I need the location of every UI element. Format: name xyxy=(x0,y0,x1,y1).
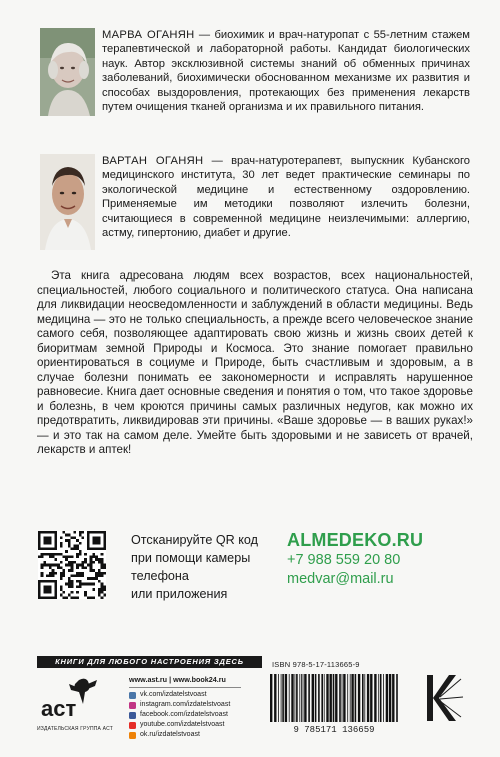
website-link[interactable]: ALMEDEKO.RU xyxy=(287,530,424,550)
qr-instruction-line: или приложения xyxy=(131,587,228,601)
social-link-ok[interactable] xyxy=(129,730,279,740)
qr-instruction-line: телефона xyxy=(131,569,189,583)
author-bio-text: — биохимик и врач-натуропат с 55-летним стажем терапевтической и лабораторной работы. Кандидат биологических наук. Автор эксклюзивной системы знаний об обменных причинах заболеваний, биохимически обоснованном механизме их развития и способах выздоровления, протекающих без применения лекарств путем очищения тканей организма и их правильного питания. xyxy=(102,29,470,114)
isbn: ISBN 978-5-17-113665-9 xyxy=(272,660,360,669)
phone-number[interactable]: +7 988 559 20 80 xyxy=(287,552,401,568)
social-link-text: ok.ru/izdatelstvoast xyxy=(140,731,200,738)
ast-logo-icon xyxy=(39,674,103,722)
social-link-text: vk.com/izdatelstvoast xyxy=(140,691,207,698)
author-photo xyxy=(40,28,95,116)
author-bio xyxy=(102,154,470,240)
publisher-caption: ИЗДАТЕЛЬСКАЯ ГРУППА АСТ xyxy=(37,726,113,732)
author-block xyxy=(40,154,470,254)
qr-instructions xyxy=(131,531,281,603)
author-block xyxy=(40,28,470,140)
book-description: Эта книга адресована людям всех возрастов, всех национальностей, специальностей, любого социального и политического статуса. Она написана для ликвидации неосведомленности и заблуждений в области медицины. Ведь медицина — это не только специальность, а прежде всего человеческое знание самого себя, позволяющее адаптировать свою жизнь и жизнь своих детей к биоритмам земной Природы и Космоса. Это знание помогает правильно ориентироваться в социуме и Природе, быть счастливым и здоровым, а в случае болезни понимать ее закономерности и исправлять нарушенное равновесие. Книга дает основные сведения и понятия о том, что такое здоровье и болезнь, в чем кроются причины самых различных недугов, как можно их предотвратить, ликвидировав эти причины. «Ваше здоровье — в ваших руках!» — и это так на самом деле. Умейте быть здоровыми и не зависеть от врачей, лекарств и аптек! xyxy=(37,269,473,456)
barcode-digits: 9 785171 136659 xyxy=(293,725,375,734)
social-link-facebook[interactable] xyxy=(129,710,279,720)
k-logo-icon xyxy=(425,671,465,725)
publisher-links xyxy=(129,675,279,740)
author-name: МАРВА ОГАНЯН xyxy=(102,29,195,41)
social-link-text: facebook.com/izdatelstvoast xyxy=(140,711,228,718)
qr-code[interactable] xyxy=(38,531,106,599)
barcode xyxy=(262,672,407,734)
publisher-tagline: КНИГИ ДЛЯ ЛЮБОГО НАСТРОЕНИЯ ЗДЕСЬ xyxy=(37,656,262,668)
author-bio xyxy=(102,28,470,114)
author-photo xyxy=(40,154,95,250)
author-bio-text: — врач-натуротерапевт, выпускник Кубанского медицинского института, 30 лет ведет практические семинары по экологической медицине и естественному оздоровлению. Применяемые им методики позволяют излечить болезни, считающиеся в современной медицине неизлечимыми: аллергию, астму, гипертонию, диабет и другие. xyxy=(102,155,470,240)
facebook-icon xyxy=(129,712,136,719)
ast-logo-text: аст xyxy=(41,696,77,721)
instagram-icon xyxy=(129,702,136,709)
publisher-footer xyxy=(37,656,473,736)
contacts-block xyxy=(287,529,477,589)
youtube-icon xyxy=(129,722,136,729)
social-link-youtube[interactable] xyxy=(129,720,279,730)
social-link-vk[interactable] xyxy=(129,690,279,700)
qr-instruction-line: при помощи камеры xyxy=(131,551,251,565)
publisher-websites[interactable]: www.ast.ru | www.book24.ru xyxy=(129,675,226,684)
qr-instruction-line: Отсканируйте QR код xyxy=(131,533,258,547)
social-link-text: youtube.com/izdatelstvoast xyxy=(140,721,225,728)
email-link[interactable]: medvar@mail.ru xyxy=(287,571,394,587)
ok-icon xyxy=(129,732,136,739)
vk-icon xyxy=(129,692,136,699)
social-link-instagram[interactable] xyxy=(129,700,279,710)
social-link-text: instagram.com/izdatelstvoast xyxy=(140,701,231,708)
author-name: ВАРТАН ОГАНЯН xyxy=(102,155,204,167)
divider xyxy=(129,687,241,688)
